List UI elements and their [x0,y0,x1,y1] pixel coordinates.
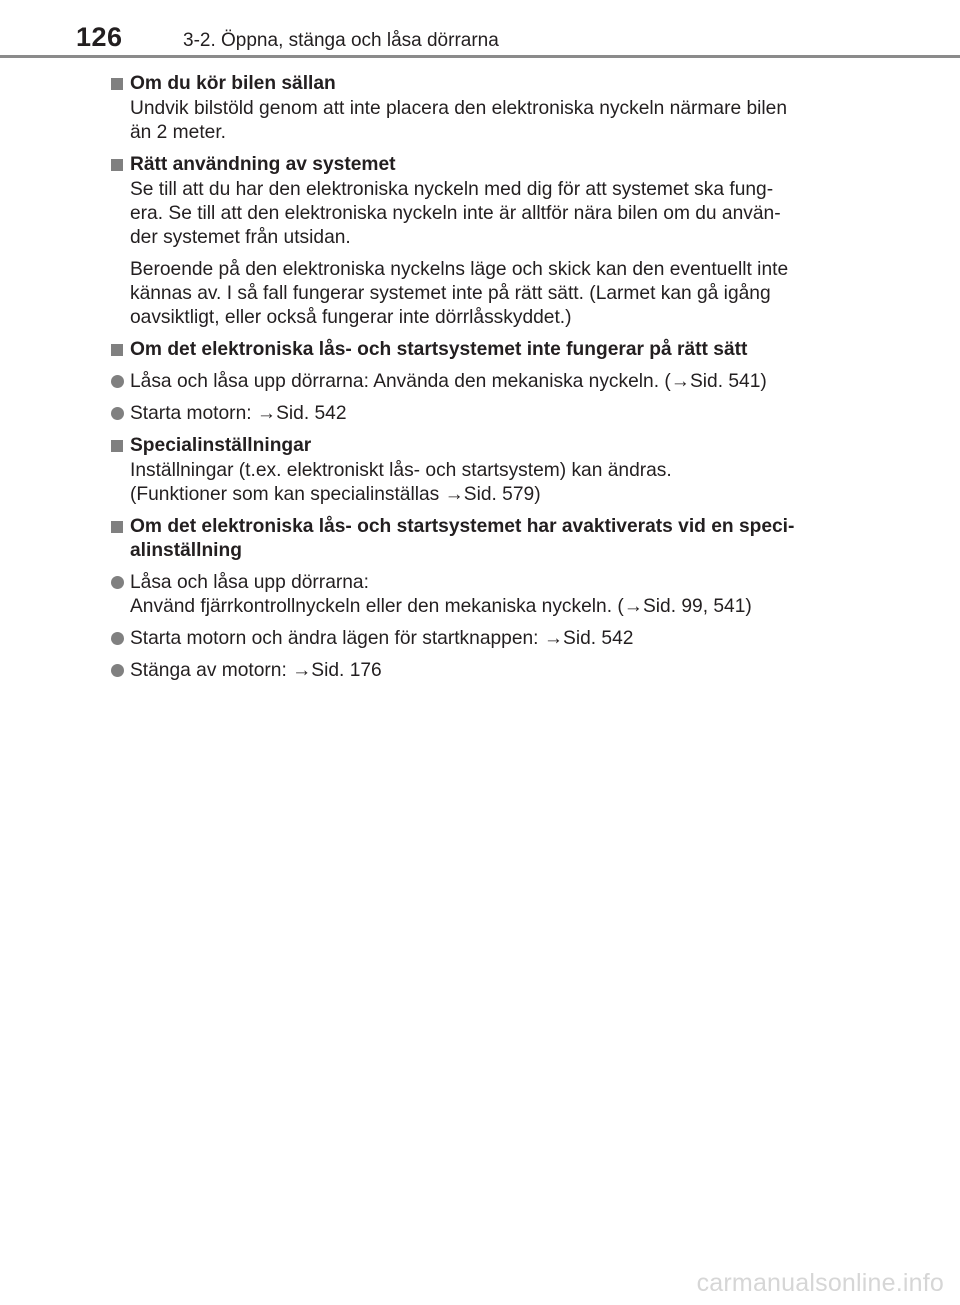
round-bullet-icon [111,576,124,589]
paragraph [110,97,860,145]
section-heading: Specialinställningar [110,434,860,458]
text-line: era. Se till att den elektroniska nyckeln inte är alltför nära bilen om du använ- [130,203,781,224]
list-item [110,627,860,651]
section-heading: Om du kör bilen sällan [110,72,860,96]
section-system-malfunction [110,338,860,426]
section-system-deactivated [110,515,860,683]
section-heading: Om det elektroniska lås- och startsystemet inte fungerar på rätt sätt [110,338,860,362]
chapter-title: 3-2. Öppna, stänga och låsa dörrarna [183,30,499,51]
section-heading [110,515,860,563]
watermark: carmanualsonline.info [696,1269,944,1297]
text-line: Se till att du har den elektroniska nyckeln med dig för att systemet ska fung- [130,179,774,200]
square-bullet-icon [111,78,123,90]
square-bullet-icon [111,440,123,452]
text-line: Låsa och låsa upp dörrarna: [130,572,369,593]
square-bullet-icon [111,159,123,171]
square-bullet-icon [111,521,123,533]
page-content [110,72,860,691]
section-customization [110,434,860,507]
text-line: än 2 meter. [130,122,226,143]
text-line: Använd fjärrkontrollnyckeln eller den mekaniska nyckeln. (→Sid. 99, 541) [130,596,752,617]
text-line: oavsiktligt, eller också fungerar inte dörrlåsskyddet.) [130,307,572,328]
list-item [110,659,860,683]
round-bullet-icon [111,632,124,645]
text-line: Låsa och låsa upp dörrarna: Använda den mekaniska nyckeln. (→Sid. 541) [130,371,767,392]
list-item [110,370,860,394]
text-line: (Funktioner som kan specialinställas →Sid. 579) [130,484,541,505]
heading-line: alinställning [130,540,242,561]
text-line: der systemet från utsidan. [130,227,351,248]
text-line: kännas av. I så fall fungerar systemet inte på rätt sätt. (Larmet kan gå igång [130,283,771,304]
page-number: 126 [76,22,123,52]
round-bullet-icon [111,375,124,388]
round-bullet-icon [111,664,124,677]
text-line: Undvik bilstöld genom att inte placera den elektroniska nyckeln närmare bilen [130,98,787,119]
section-heading: Rätt användning av systemet [110,153,860,177]
page-header [0,0,960,60]
list-item [110,402,860,426]
text-line: Beroende på den elektroniska nyckelns läge och skick kan den eventuellt inte [130,259,789,280]
paragraph [110,459,860,507]
round-bullet-icon [111,407,124,420]
text-line: Inställningar (t.ex. elektroniskt lås- och startsystem) kan ändras. [130,460,672,481]
square-bullet-icon [111,344,123,356]
list-item [110,571,860,619]
heading-line: Om det elektroniska lås- och startsystemet har avaktiverats vid en speci- [130,516,795,537]
section-rarely-used [110,72,860,145]
paragraph [110,258,860,330]
text-line: Starta motorn och ändra lägen för startknappen: →Sid. 542 [130,628,634,649]
text-line: Starta motorn: →Sid. 542 [130,403,347,424]
section-correct-use [110,153,860,330]
header-divider [0,55,960,58]
text-line: Stänga av motorn: →Sid. 176 [130,660,382,681]
paragraph [110,178,860,250]
